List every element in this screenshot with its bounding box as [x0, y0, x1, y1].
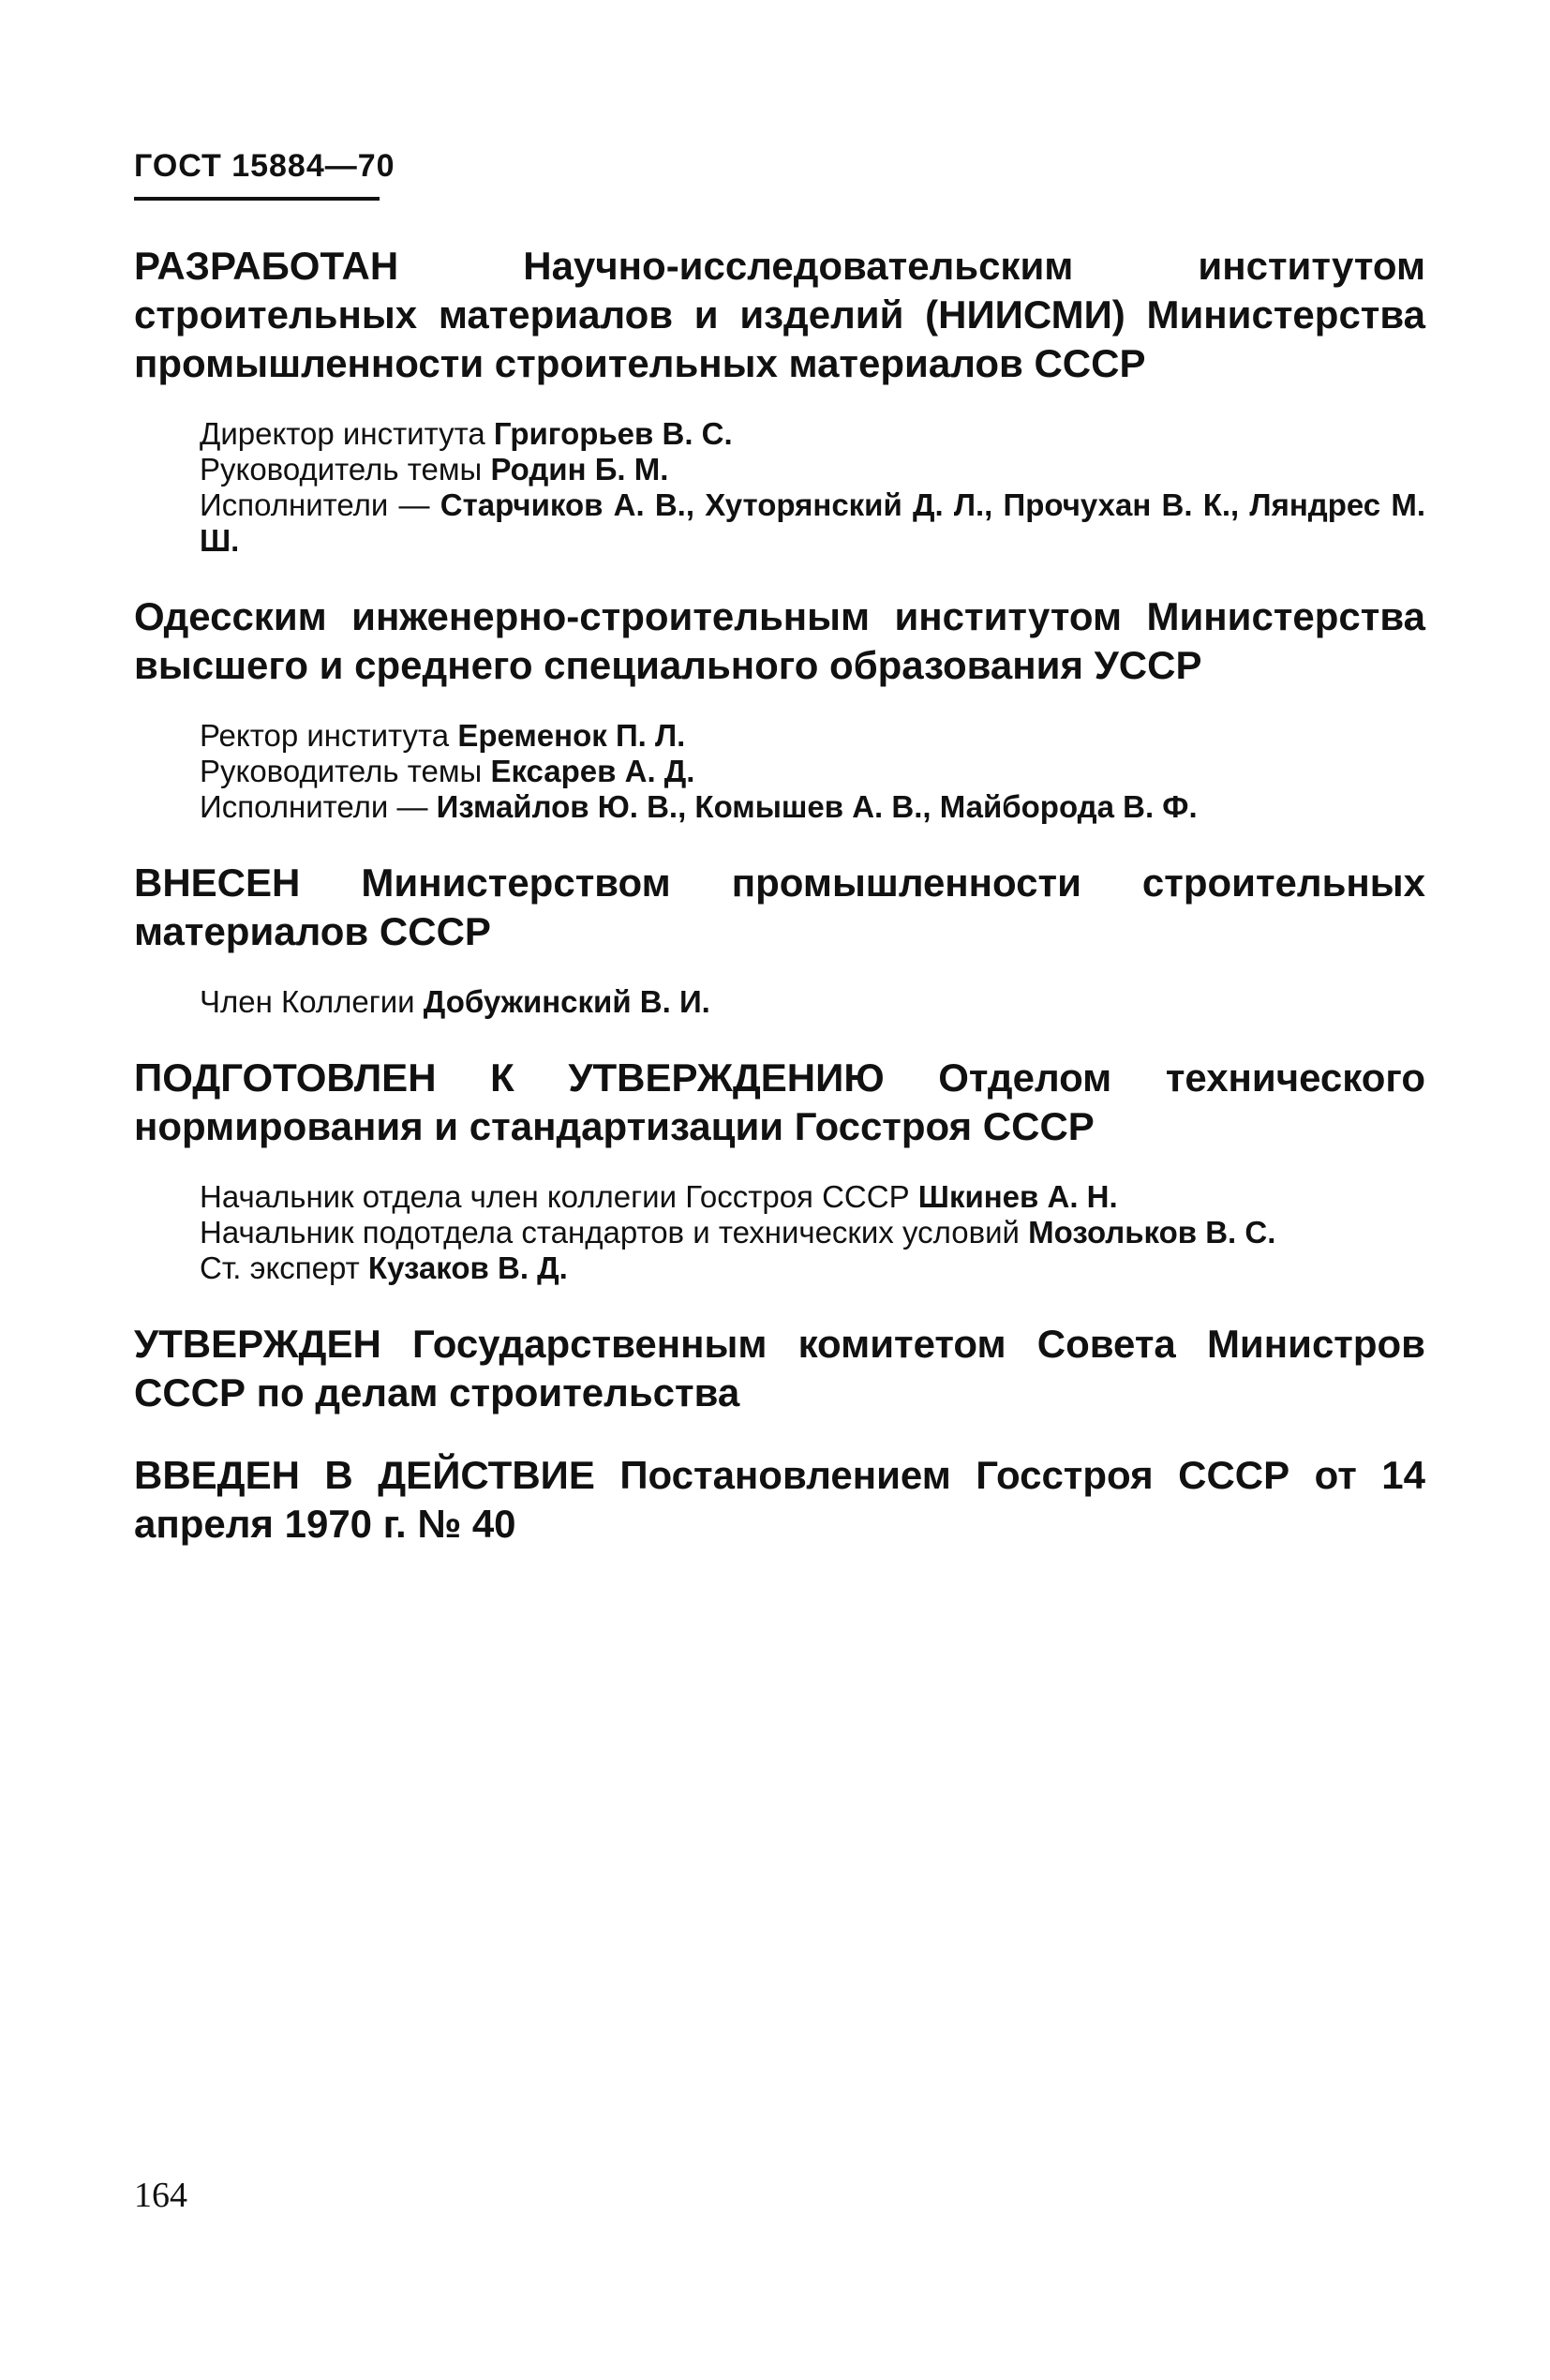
section-submitted — [134, 859, 1425, 1020]
person-role: Исполнители — — [200, 487, 430, 522]
section-prepared — [134, 1054, 1425, 1286]
section-body: Министерством промышленности строительных материалов СССР — [134, 861, 1426, 953]
section-developed — [134, 242, 1425, 559]
section-lead — [134, 1054, 1425, 1151]
person-name: Ексарев А. Д. — [490, 754, 695, 788]
standard-header: ГОСТ 15884—70 — [134, 148, 395, 184]
section-body: Постановлением Госстроя СССР от 14 апреля 1970 г. № 40 — [134, 1453, 1426, 1546]
person-role: Ст. эксперт — [200, 1250, 360, 1285]
person-line — [200, 452, 1425, 487]
person-name: Кузаков В. Д. — [367, 1250, 568, 1285]
person-line — [200, 984, 1425, 1020]
section-lead — [134, 592, 1425, 690]
section-odessa-institute — [134, 592, 1425, 825]
section-lead — [134, 1451, 1425, 1549]
person-name: Измайлов Ю. В., Комышев А. В., Майборода В. Ф. — [436, 789, 1198, 824]
section-keyword: ВНЕСЕН — [134, 861, 301, 905]
person-role: Начальник подотдела стандартов и технических условий — [200, 1215, 1020, 1250]
person-name: Мозольков В. С. — [1028, 1215, 1276, 1250]
section-lead — [134, 242, 1425, 388]
person-role: Руководитель темы — [200, 754, 483, 788]
person-line — [200, 416, 1425, 452]
section-keyword: ПОДГОТОВЛЕН К УТВЕРЖДЕНИЮ — [134, 1055, 885, 1100]
person-line — [200, 754, 1425, 789]
person-role: Начальник отдела член коллегии Госстроя СССР — [200, 1179, 910, 1214]
person-role: Член Коллегии — [200, 984, 415, 1019]
section-keyword: УТВЕРЖДЕН — [134, 1322, 381, 1366]
section-keyword: ВВЕДЕН В ДЕЙСТВИЕ — [134, 1453, 595, 1497]
section-body: Государственным комитетом Совета Министров СССР по делам строительства — [134, 1322, 1425, 1415]
section-body: Научно-исследовательским институтом строительных материалов и изделий (НИИСМИ) Министерства промышленности строительных материалов СССР — [134, 244, 1426, 385]
people-list — [200, 1179, 1425, 1286]
person-name: Старчиков А. В., Хуторянский Д. Л., Прочухан В. К., Ляндрес М. Ш. — [200, 487, 1425, 558]
section-enacted — [134, 1451, 1425, 1549]
person-line — [200, 1215, 1425, 1250]
person-role: Ректор института — [200, 718, 450, 753]
person-line — [200, 718, 1425, 754]
section-lead — [134, 1320, 1425, 1417]
person-line — [200, 1179, 1425, 1215]
people-list — [200, 718, 1425, 825]
document-content — [134, 242, 1425, 1582]
page-number: 164 — [134, 2176, 187, 2215]
person-name: Еременок П. Л. — [457, 718, 686, 753]
person-line — [200, 487, 1425, 559]
person-name: Григорьев В. С. — [493, 416, 733, 451]
people-list — [200, 416, 1425, 559]
header-underline — [134, 197, 380, 201]
person-role: Руководитель темы — [200, 452, 483, 486]
person-name: Добужинский В. И. — [423, 984, 710, 1019]
people-list — [200, 984, 1425, 1020]
person-name: Родин Б. М. — [490, 452, 669, 486]
person-name: Шкинев А. Н. — [917, 1179, 1118, 1214]
person-role: Исполнители — — [200, 789, 428, 824]
section-body: Отделом технического нормирования и стандартизации Госстроя СССР — [134, 1055, 1426, 1148]
person-line — [200, 789, 1425, 825]
person-role: Директор института — [200, 416, 485, 451]
section-keyword: РАЗРАБОТАН — [134, 244, 399, 288]
section-approved — [134, 1320, 1425, 1417]
section-lead — [134, 859, 1425, 956]
person-line — [200, 1250, 1425, 1286]
section-body: Одесским инженерно-строительным институтом Министерства высшего и среднего специального образования УССР — [134, 594, 1425, 687]
